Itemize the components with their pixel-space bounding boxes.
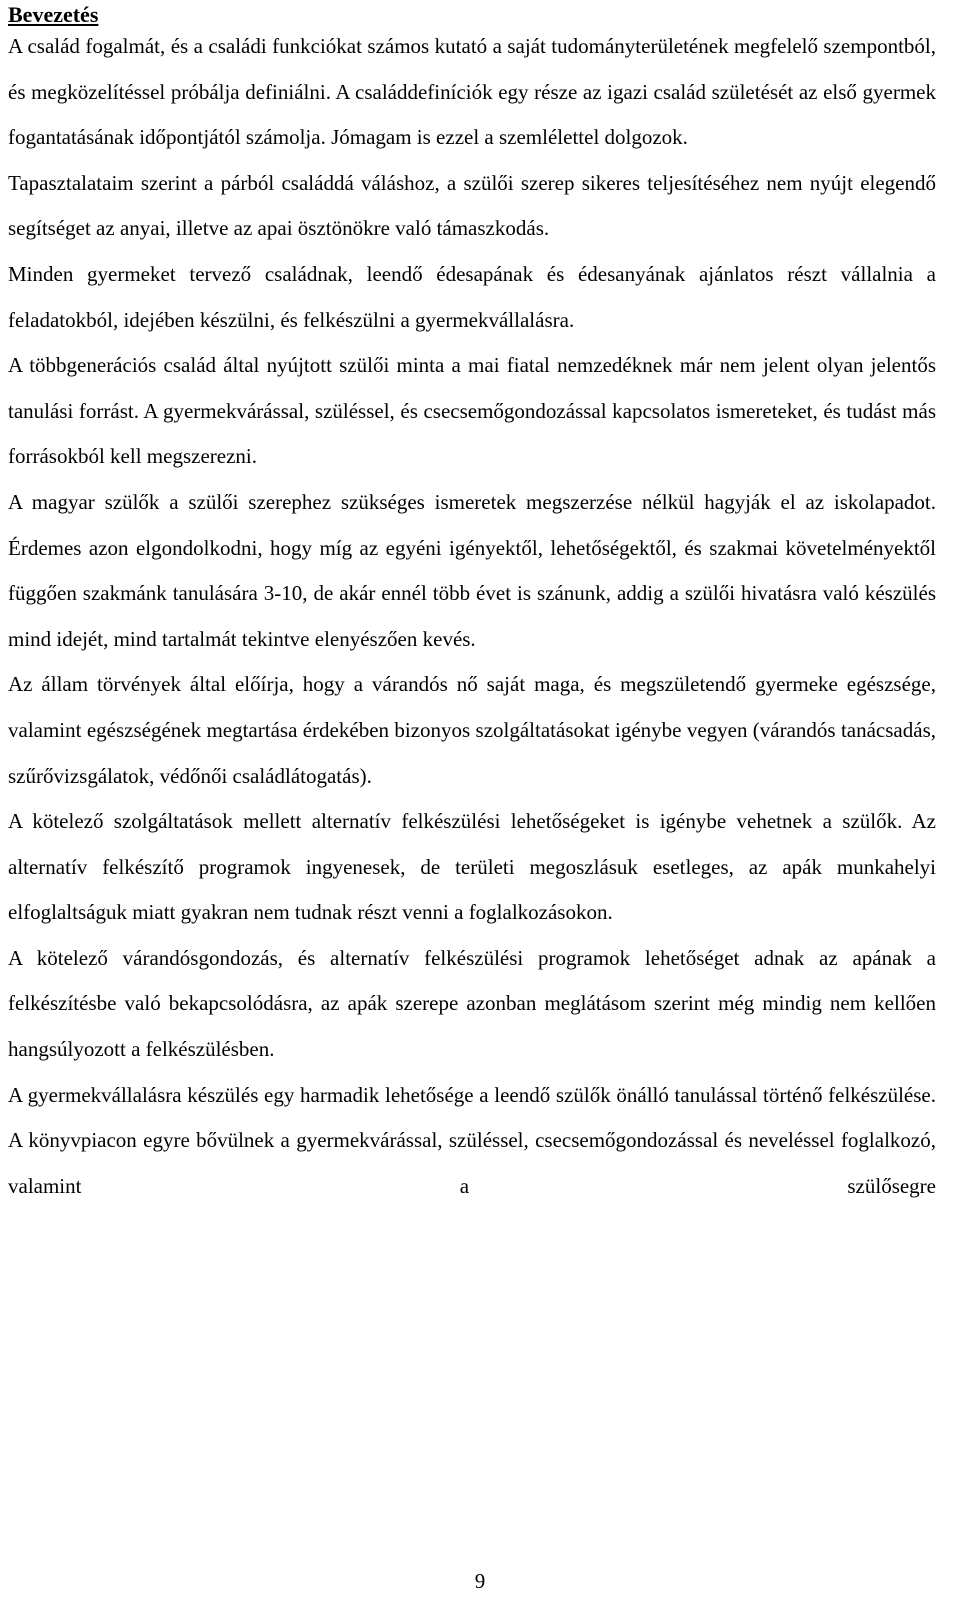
paragraph-7: A kötelező szolgáltatások mellett alternatív felkészülési lehetőségeket is igénybe vehetnek a szülők. Az alternatív felkészítő programok ingyenesek, de területi megoszlásuk esetleges, az apák munkahelyi elfoglaltságuk miatt gyakran nem tudnak részt venni a foglalkozásokon. (8, 809, 936, 925)
paragraph-8: A kötelező várandósgondozás, és alternatív felkészülési programok lehetőséget adnak az apának a felkészítésbe való bekapcsolódásra, az apák szerepe azonban meglátásom szerint még mindig nem kellően hangsúlyozott a felkészülésben. (8, 945, 936, 1062)
paragraph-5: A magyar szülők a szülői szerephez szükséges ismeretek megszerzése nélkül hagyják el az iskolapadot. Érdemes azon elgondolkodni, hogy míg az egyéni igényektől, lehetőségektől, és szakmai követelményektől függően szakmánk tanulására 3-10, de akár ennél több évet is szánunk, addig a szülői hivatásra való készülés mind idejét, mind tartalmát tekintve elenyészően kevés. (8, 489, 936, 651)
section-heading: Bevezetés (8, 2, 99, 27)
document-page (8, 0, 936, 1209)
paragraph-6: Az állam törvények által előírja, hogy a várandós nő saját maga, és megszületendő gyermeke egészsége, valamint egészségének megtartása érdekében bizonyos szolgáltatásokat igénybe vegyen (várandós tanácsadás, szűrővizsgálatok, védőnői családlátogatás). (8, 672, 936, 788)
paragraph-9: A gyermekvállalásra készülés egy harmadik lehetősége a leendő szülők önálló tanulással történő felkészülése. A könyvpiacon egyre bővülnek a gyermekvárással, szüléssel, csecsemőgondozással és neveléssel foglalkozó, valamint a szülősegre (8, 1082, 936, 1198)
paragraph-2: Tapasztalataim szerint a párból családdá váláshoz, a szülői szerep sikeres teljesítéséhez nem nyújt elegendő segítséget az anyai, illetve az apai ösztönökre való támaszkodás. (8, 170, 936, 241)
page-number: 9 (474, 1569, 486, 1593)
paragraph-3: Minden gyermeket tervező családnak, leendő édesapának és édesanyának ajánlatos részt vállalnia a feladatokból, idejében készülni, és felkészülni a gyermekvállalásra. (8, 261, 936, 332)
paragraph-4: A többgenerációs család által nyújtott szülői minta a mai fiatal nemzedéknek már nem jelent olyan jelentős tanulási forrást. A gyermekvárással, szüléssel, és csecsemőgondozással kapcsolatos ismereteket, és tudást más forrásokból kell megszerezni. (8, 353, 936, 469)
paragraph-1: A család fogalmát, és a családi funkciókat számos kutató a saját tudományterületének megfelelő szempontból, és megközelítéssel próbálja definiálni. A családdefiníciók egy része az igazi család születését az első gyermek fogantatásának időpontjától számolja. Jómagam is ezzel a szemlélettel dolgozok. (8, 34, 936, 150)
